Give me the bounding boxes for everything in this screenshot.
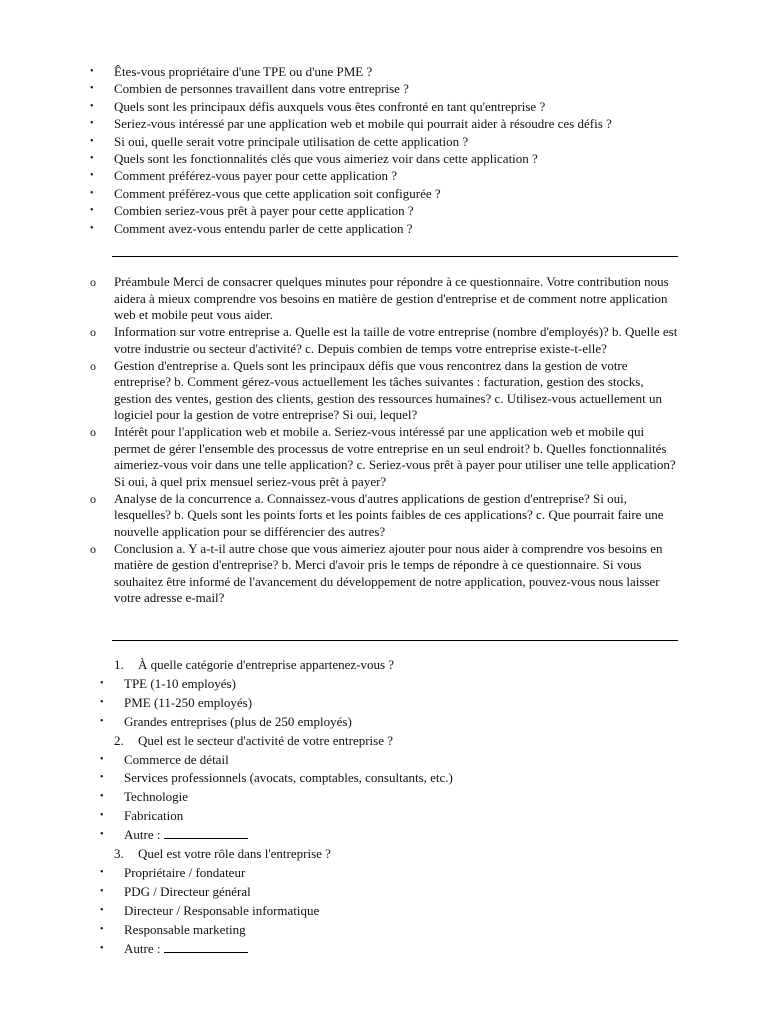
list-item [88, 424, 678, 490]
list-item [88, 63, 688, 80]
circle-bullet-icon: o [90, 491, 96, 506]
option-label: TPE (1-10 employés) [124, 675, 236, 691]
survey-question [98, 656, 658, 675]
option-label: Responsable marketing [124, 921, 246, 937]
bullet-icon: • [100, 696, 104, 708]
option-label: Directeur / Responsable informatique [124, 902, 320, 918]
survey-option[interactable] [98, 788, 658, 807]
survey-option[interactable] [98, 883, 658, 902]
option-label: Autre : [124, 827, 161, 843]
other-answer-field[interactable] [164, 940, 248, 953]
horizontal-rule [112, 640, 678, 641]
other-answer-field[interactable] [164, 826, 248, 839]
question-text: Combien seriez-vous prêt à payer pour cette application ? [114, 203, 414, 219]
list-item [88, 202, 688, 219]
circle-bullet-icon: o [90, 425, 96, 439]
question-text: Comment avez-vous entendu parler de cette application ? [114, 220, 413, 236]
bullet-icon: • [90, 83, 94, 95]
question-text: Si oui, quelle serait votre principale utilisation de cette application ? [114, 133, 469, 149]
bullet-icon: • [100, 810, 104, 822]
section-text: Intérêt pour l'application web et mobile a. Seriez-vous intéressé par une application web et mobile qui permet de gérer l'ensemble des processus de votre entreprise en un seul endroit? b. Quelles fonctionnalités aimeriez-vous voir dans une telle application? c. Seriez-vous prêt à payer pour utiliser une telle application? Si oui, à quel prix mensuel seriez-vous prêt à payer? [114, 424, 676, 489]
bullet-icon: • [100, 866, 104, 878]
survey-question [98, 732, 658, 751]
section-text: Gestion d'entreprise a. Quels sont les principaux défis que vous rencontrez dans la gestion de votre entreprise? b. Comment gérez-vous actuellement les tâches suivantes : facturation, gestion des stocks, gestion des ventes, gestion des clients, gestion des ressources humaines? c. Utilisez-vous actuellement un logiciel pour la gestion de votre entreprise? Si oui, lequel? [114, 357, 663, 422]
outline-section-list [88, 274, 678, 607]
bullet-icon: • [100, 885, 104, 897]
option-label: Autre : [124, 940, 161, 956]
option-label: Propriétaire / fondateur [124, 864, 246, 880]
list-item [88, 274, 678, 324]
option-label: Grandes entreprises (plus de 250 employés) [124, 713, 352, 729]
survey-option[interactable] [98, 807, 658, 826]
question-text: Seriez-vous intéressé par une application web et mobile qui pourrait aider à résoudre ces défis ? [114, 116, 612, 132]
circle-bullet-icon: o [90, 275, 96, 289]
bullet-icon: • [90, 118, 94, 130]
bullet-icon: • [90, 66, 94, 77]
survey-option-other[interactable] [98, 940, 658, 959]
question-text: Quel est le secteur d'activité de votre entreprise ? [138, 732, 394, 748]
section-text: Analyse de la concurrence a. Connaissez-vous d'autres applications de gestion d'entreprise? Si oui, lesquelles? b. Quels sont les points forts et les points faibles de ces applications? c. Que pourrait faire une nouvelle application pour se différencier des autres? [114, 490, 664, 539]
list-item [88, 220, 688, 237]
list-item [88, 491, 678, 541]
bullet-icon: • [90, 187, 94, 199]
circle-bullet-icon: o [90, 541, 96, 556]
question-text: Combien de personnes travaillent dans votre entreprise ? [114, 81, 409, 97]
list-item [88, 115, 688, 132]
question-text: Comment préférez-vous que cette application soit configurée ? [114, 185, 441, 201]
list-item [88, 167, 688, 184]
list-item [88, 133, 688, 150]
bullet-icon: • [90, 100, 94, 112]
bullet-icon: • [100, 923, 104, 935]
list-item [88, 98, 688, 115]
list-item [88, 358, 678, 424]
survey-questions [98, 656, 658, 959]
survey-option-other[interactable] [98, 826, 658, 845]
option-label: Fabrication [124, 808, 184, 824]
question-number: 1. [114, 657, 124, 672]
survey-option[interactable] [98, 769, 658, 788]
list-item [88, 541, 678, 607]
question-number: 2. [114, 732, 124, 748]
bullet-icon: • [100, 791, 104, 803]
intro-question-list [88, 63, 688, 237]
circle-bullet-icon: o [90, 325, 96, 339]
option-label: Commerce de détail [124, 751, 229, 767]
circle-bullet-icon: o [90, 358, 96, 373]
question-text: Quel est votre rôle dans l'entreprise ? [138, 846, 331, 862]
section-text: Information sur votre entreprise a. Quelle est la taille de votre entreprise (nombre d'employés)? b. Quelle est votre industrie ou secteur d'activité? c. Depuis combien de temps votre entreprise existe-t-elle? [114, 324, 678, 356]
list-item [88, 185, 688, 202]
list-item [88, 80, 688, 97]
survey-option[interactable] [98, 694, 658, 713]
survey-option[interactable] [98, 675, 658, 694]
option-label: PME (11-250 employés) [124, 694, 253, 710]
question-text: Quels sont les fonctionnalités clés que vous aimeriez voir dans cette application ? [114, 151, 538, 167]
question-text: À quelle catégorie d'entreprise appartenez-vous ? [138, 657, 395, 672]
survey-question [98, 845, 658, 864]
section-text: Conclusion a. Y a-t-il autre chose que vous aimeriez ajouter pour nous aider à comprendre vos besoins en matière de gestion d'entreprise? b. Merci d'avoir pris le temps de répondre à ce questionnaire. Si vous souhaitez être informé de l'avancement du développement de notre application, pouvez-vous nous laisser votre adresse e-mail? [114, 540, 663, 605]
question-text: Comment préférez-vous payer pour cette application ? [114, 168, 397, 184]
bullet-icon: • [100, 942, 104, 954]
bullet-icon: • [100, 753, 104, 765]
bullet-icon: • [90, 205, 94, 217]
bullet-icon: • [100, 829, 104, 841]
bullet-icon: • [100, 772, 104, 784]
survey-option[interactable] [98, 902, 658, 921]
survey-option[interactable] [98, 713, 658, 732]
survey-option[interactable] [98, 751, 658, 770]
survey-option[interactable] [98, 864, 658, 883]
bullet-icon: • [90, 153, 94, 165]
horizontal-rule [112, 256, 678, 257]
bullet-icon: • [90, 222, 94, 234]
option-label: Technologie [124, 789, 189, 805]
bullet-icon: • [100, 904, 104, 916]
question-number: 3. [114, 846, 124, 862]
list-item [88, 324, 678, 357]
option-label: Services professionnels (avocats, comptables, consultants, etc.) [124, 770, 453, 786]
bullet-icon: • [90, 170, 94, 182]
bullet-icon: • [100, 677, 104, 689]
survey-option[interactable] [98, 921, 658, 940]
section-text: Préambule Merci de consacrer quelques minutes pour répondre à ce questionnaire. Votre contribution nous aidera à mieux comprendre vos besoins en matière de gestion d'entreprise et de comment notre application web et mobile peut vous aider. [114, 274, 669, 322]
list-item [88, 150, 688, 167]
question-text: Êtes-vous propriétaire d'une TPE ou d'une PME ? [114, 64, 373, 79]
option-label: PDG / Directeur général [124, 883, 251, 899]
bullet-icon: • [100, 715, 104, 727]
question-text: Quels sont les principaux défis auxquels vous êtes confronté en tant qu'entreprise ? [114, 98, 546, 114]
bullet-icon: • [90, 135, 94, 147]
